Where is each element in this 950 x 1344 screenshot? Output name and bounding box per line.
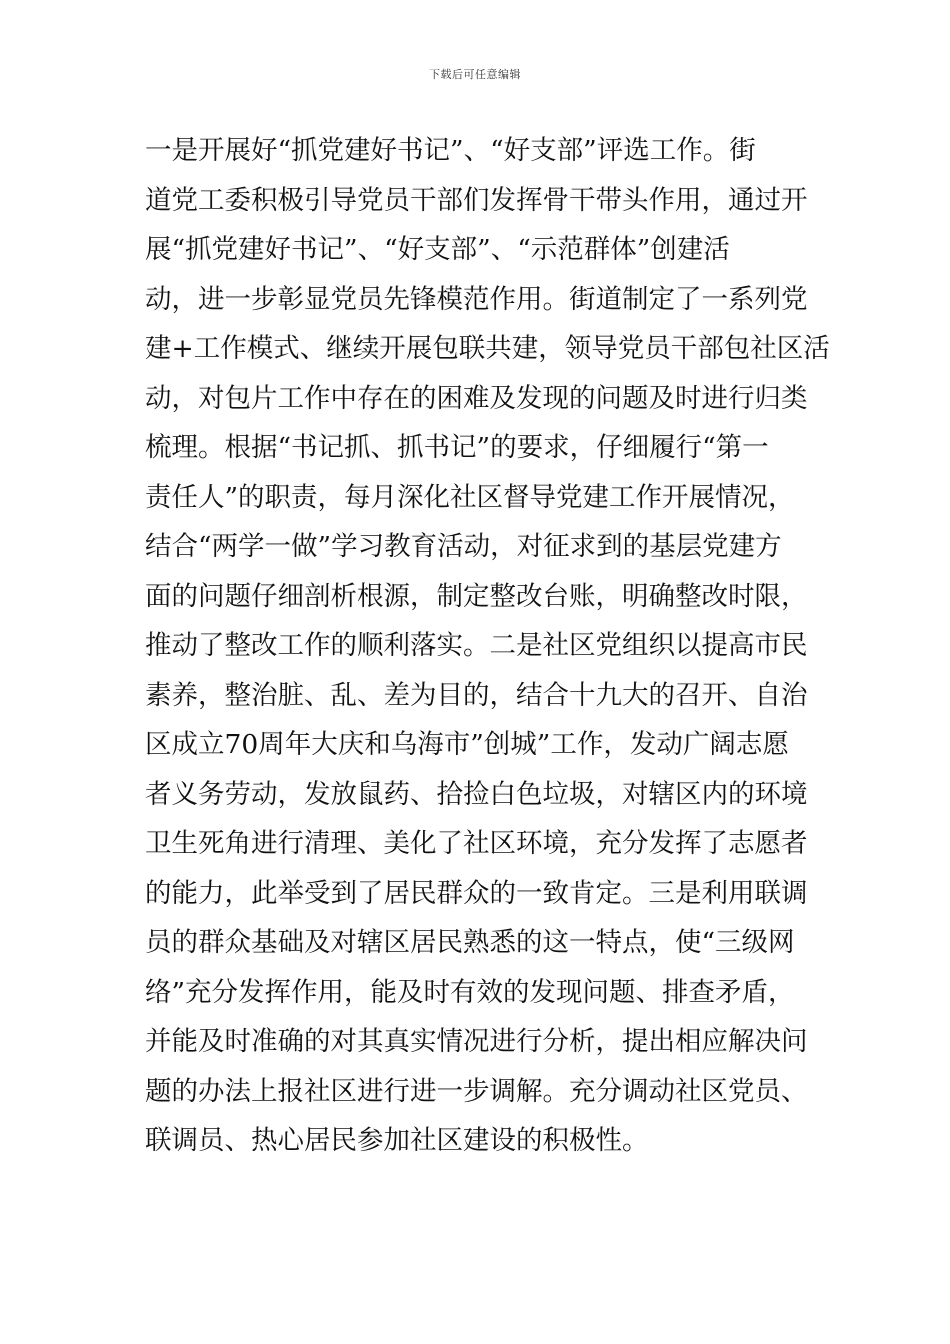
text-line: 卫生死角进行清理、美化了社区环境，充分发挥了志愿者: [145, 828, 808, 859]
body-paragraph: [145, 126, 830, 1166]
text-line: 动，对包片工作中存在的困难及发现的问题及时进行归类: [145, 382, 808, 414]
text-line: 责任人”的职责，每月深化社区督导党建工作开展情况，: [145, 481, 795, 513]
text-line: 素养，整治脏、乱、差为目的，结合十九大的召开、自治: [145, 679, 808, 711]
text-line: 的能力，此举受到了居民群众的一致肯定。三是利用联调: [145, 877, 808, 909]
text-line: 梳理。根据“书记抓、抓书记”的要求，仔细履行“第一: [145, 432, 769, 463]
page-header: 下载后可任意编辑: [429, 68, 521, 81]
text-line: 面的问题仔细剖析根源，制定整改台账，明确整改时限，: [145, 580, 808, 612]
text-line: 展“抓党建好书记”、“好支部”、“示范群体”创建活: [145, 234, 730, 265]
text-line: 员的群众基础及对辖区居民熟悉的这一特点，使“三级网: [145, 927, 795, 958]
text-line: 结合“两学一做”学习教育活动，对征求到的基层党建方: [145, 531, 782, 562]
text-line: 联调员、热心居民参加社区建设的积极性。: [145, 1125, 649, 1156]
text-line: 推动了整改工作的顺利落实。二是社区党组织以提高市民: [145, 630, 808, 661]
text-line: 络”充分发挥作用，能及时有效的发现问题、排查矛盾，: [145, 976, 795, 1008]
text-line: 建+工作模式、继续开展包联共建，领导党员干部包社区活: [145, 333, 830, 364]
text-line: 者义务劳动，发放鼠药、拾捡白色垃圾，对辖区内的环境: [145, 778, 808, 810]
text-line: 动，进一步彰显党员先锋模范作用。街道制定了一系列党: [145, 283, 808, 315]
text-line: 并能及时准确的对其真实情况进行分析，提出相应解决问: [145, 1026, 808, 1057]
text-line: 一是开展好“抓党建好书记”、“好支部”评选工作。街: [145, 135, 756, 166]
text-line: 题的办法上报社区进行进一步调解。充分调动社区党员、: [145, 1075, 808, 1107]
text-line: 道党工委积极引导党员干部们发挥骨干带头作用，通过开: [145, 184, 808, 216]
text-line: 区成立70周年大庆和乌海市”创城”工作，发动广阔志愿: [145, 729, 789, 760]
